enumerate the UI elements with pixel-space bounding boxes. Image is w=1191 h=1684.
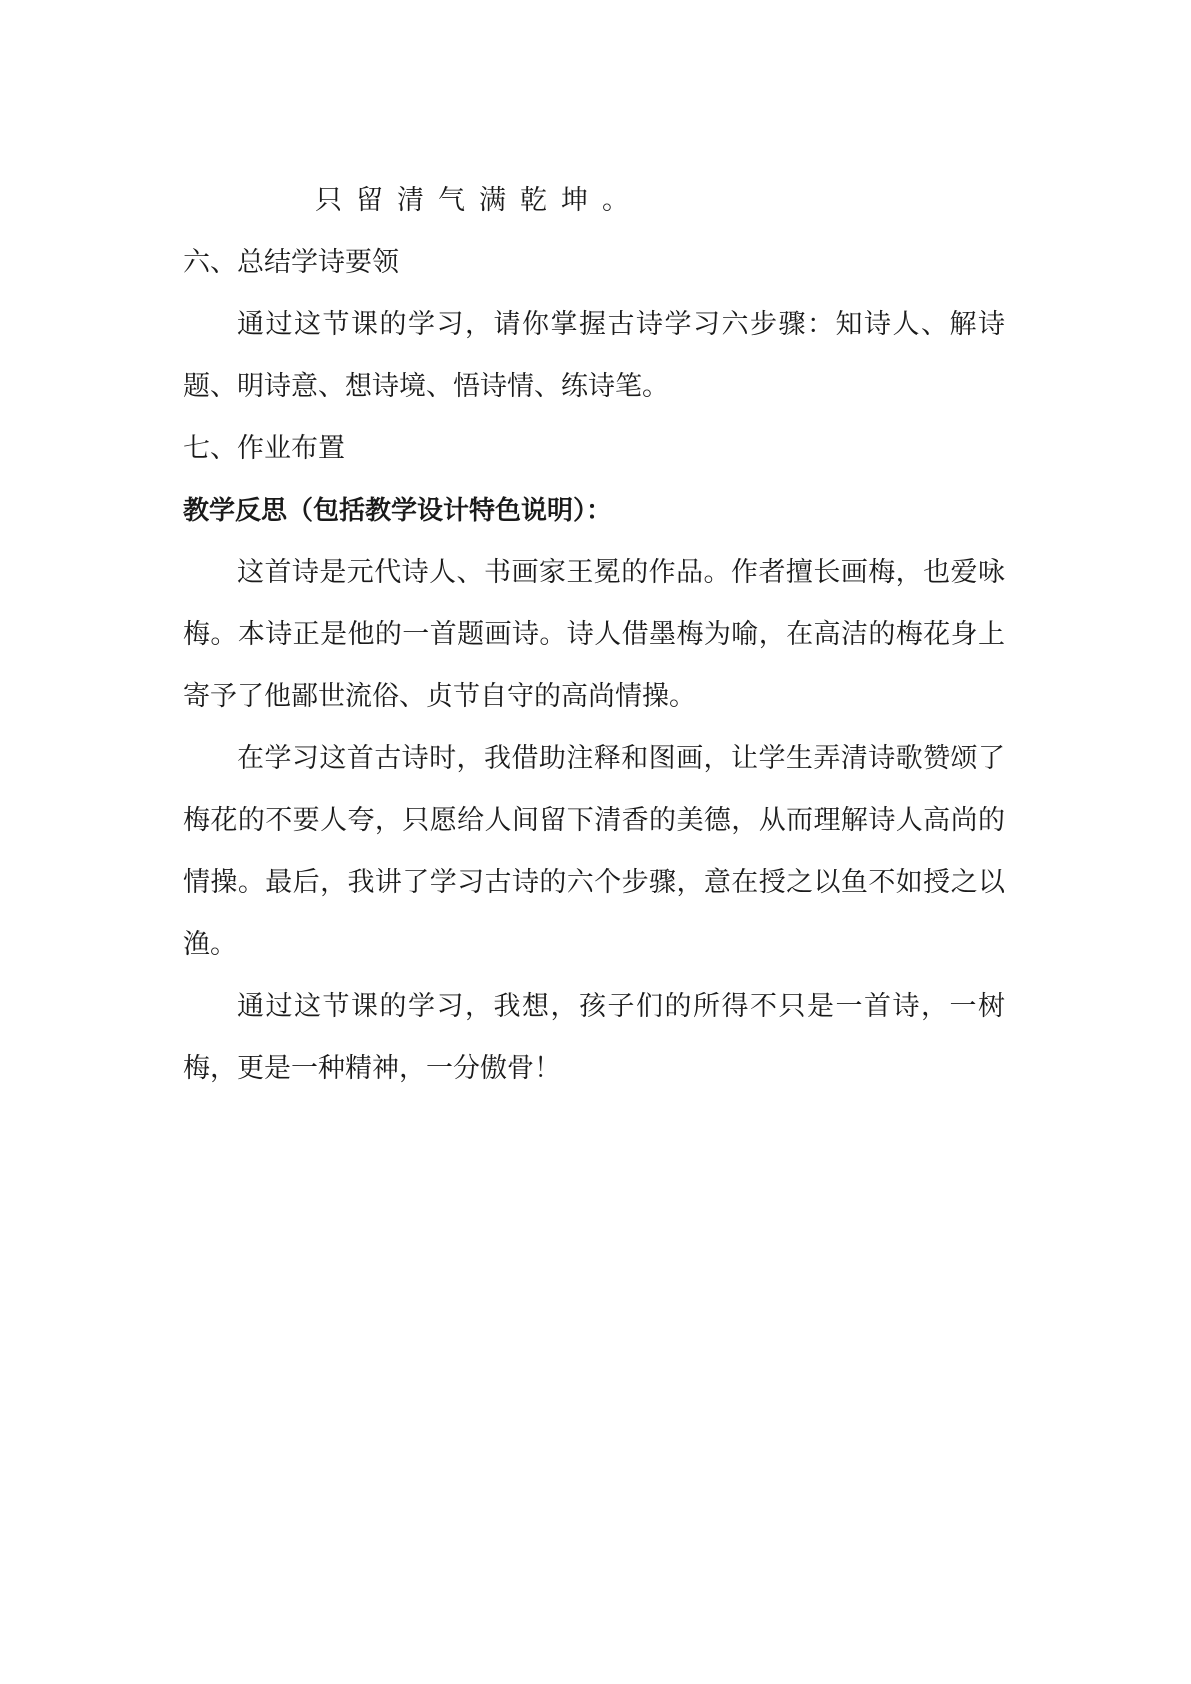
summary-paragraph: 通过这节课的学习，请你掌握古诗学习六步骤：知诗人、解诗题、明诗意、想诗境、悟诗情、练诗笔。 <box>183 309 1005 402</box>
section-heading-summary: 六、总结学诗要领 <box>183 247 399 278</box>
section-heading-homework: 七、作业布置 <box>183 433 345 464</box>
reflection-heading: 教学反思（包括教学设计特色说明）： <box>183 496 613 526</box>
reflection-paragraph: 这首诗是元代诗人、书画家王冕的作品。作者擅长画梅，也爱咏梅。本诗正是他的一首题画诗。诗人借墨梅为喻，在高洁的梅花身上寄予了他鄙世流俗、贞节自守的高尚情操。 <box>183 557 1005 712</box>
reflection-paragraph: 在学习这首古诗时，我借助注释和图画，让学生弄清诗歌赞颂了梅花的不要人夸，只愿给人间留下清香的美德，从而理解诗人高尚的情操。最后，我讲了学习古诗的六个步骤，意在授之以鱼不如授之以渔。 <box>183 743 1005 960</box>
reflection-paragraph: 通过这节课的学习，我想，孩子们的所得不只是一首诗，一树梅，更是一种精神，一分傲骨！ <box>183 991 1005 1084</box>
document-body <box>183 170 1005 1100</box>
poem-line: 只留清气满乾坤。 <box>315 185 643 216</box>
